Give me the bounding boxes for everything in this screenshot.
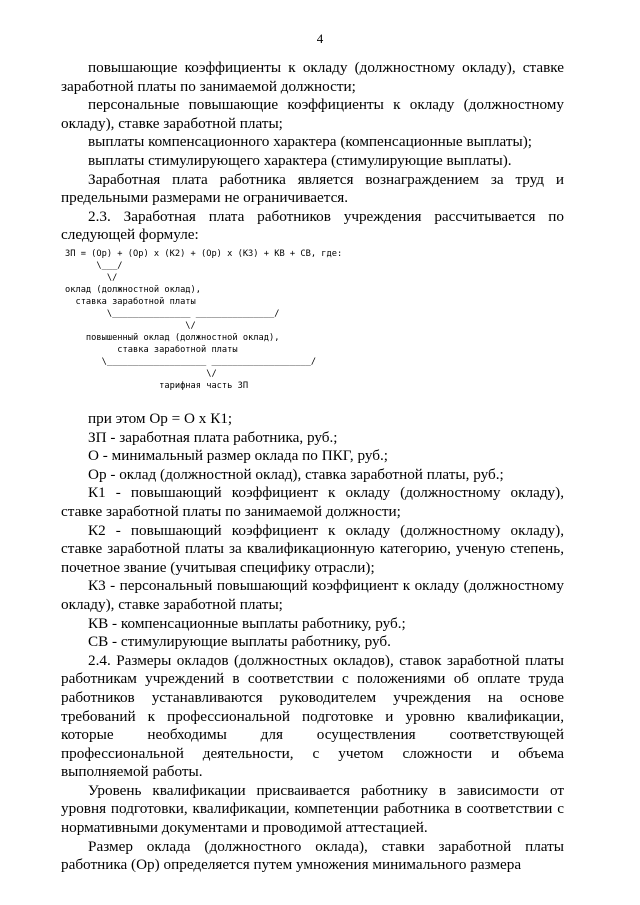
paragraph: Ор - оклад (должностной оклад), ставка заработной платы, руб.; — [88, 465, 504, 483]
top-text-block — [61, 59, 564, 245]
formula-line: \_______________ _______________/ — [65, 309, 280, 319]
paragraph: 2.3. Заработная плата работников учреждения рассчитывается по следующей формуле: — [61, 207, 564, 244]
paragraph: ЗП - заработная плата работника, руб.; — [88, 428, 338, 446]
paragraph: О - минимальный размер оклада по ПКГ, руб.; — [88, 447, 388, 465]
formula-line: ЗП = (Ор) + (Ор) х (К2) + (Ор) х (К3) + КВ + СВ, где: — [65, 249, 343, 259]
paragraph: выплаты стимулирующего характера (стимулирующие выплаты). — [88, 151, 512, 169]
paragraph: 2.4. Размеры окладов (должностных окладов), ставок заработной платы работникам учреждений в соответствии с положениями об оплате труда работников устанавливаются руководителем учреждения на основе требований к профессиональной подготовке и уровню квалификации, которые необходимы для осуществления соответствующей профессиональной деятельности, с учетом сложности и объема выполняемой работы. — [61, 651, 564, 781]
paragraph: КВ - компенсационные выплаты работнику, руб.; — [88, 614, 406, 632]
formula-line: \/ — [65, 369, 217, 379]
paragraph: СВ - стимулирующие выплаты работнику, руб. — [88, 633, 391, 651]
paragraph: К1 - повышающий коэффициент к окладу (должностному окладу), ставке заработной платы по занимаемой должности; — [61, 484, 564, 520]
formula-line: тарифная часть ЗП — [65, 381, 249, 391]
paragraph: Уровень квалификации присваивается работнику в зависимости от уровня подготовки, квалификации, компетенции работника в соответствии с нормативными документами и проводимой аттестацией. — [61, 781, 564, 837]
formula-line: повышенный оклад (должностной оклад), — [65, 333, 280, 343]
paragraph: повышающие коэффициенты к окладу (должностному окладу), ставке заработной платы по занимаемой должности; — [61, 59, 564, 95]
formula-line: оклад (должностной оклад), — [65, 285, 201, 295]
paragraph: выплаты компенсационного характера (компенсационные выплаты); — [88, 133, 532, 151]
paragraph: К2 - повышающий коэффициент к окладу (должностному окладу), ставке заработной платы за квалификационную категорию, ученую степень, почетное звание (учитывая специфику отрасли); — [61, 521, 564, 576]
bottom-text-block — [61, 410, 564, 875]
formula-line: \/ — [65, 321, 196, 331]
formula-line: ставка заработной платы — [65, 297, 196, 307]
paragraph: Размер оклада (должностного оклада), ставки заработной платы работника (Ор) определяется путем умножения минимального размера — [61, 837, 564, 874]
salary-formula — [65, 248, 465, 398]
page-number: 4 — [316, 31, 324, 46]
paragraph: Заработная плата работника является вознаграждением за труд и предельными размерами не ограничивается. — [61, 170, 564, 207]
formula-line: \___________________ ___________________/ — [65, 357, 317, 367]
formula-line: \___/ — [65, 261, 123, 271]
paragraph: персональные повышающие коэффициенты к окладу (должностному окладу), ставке заработной платы; — [61, 96, 564, 132]
formula-line: ставка заработной платы — [65, 345, 238, 355]
paragraph: К3 - персональный повышающий коэффициент к окладу (должностному окладу), ставке заработной платы; — [61, 577, 564, 613]
paragraph: при этом Ор = О х К1; — [88, 410, 233, 427]
formula-line: \/ — [65, 273, 118, 283]
